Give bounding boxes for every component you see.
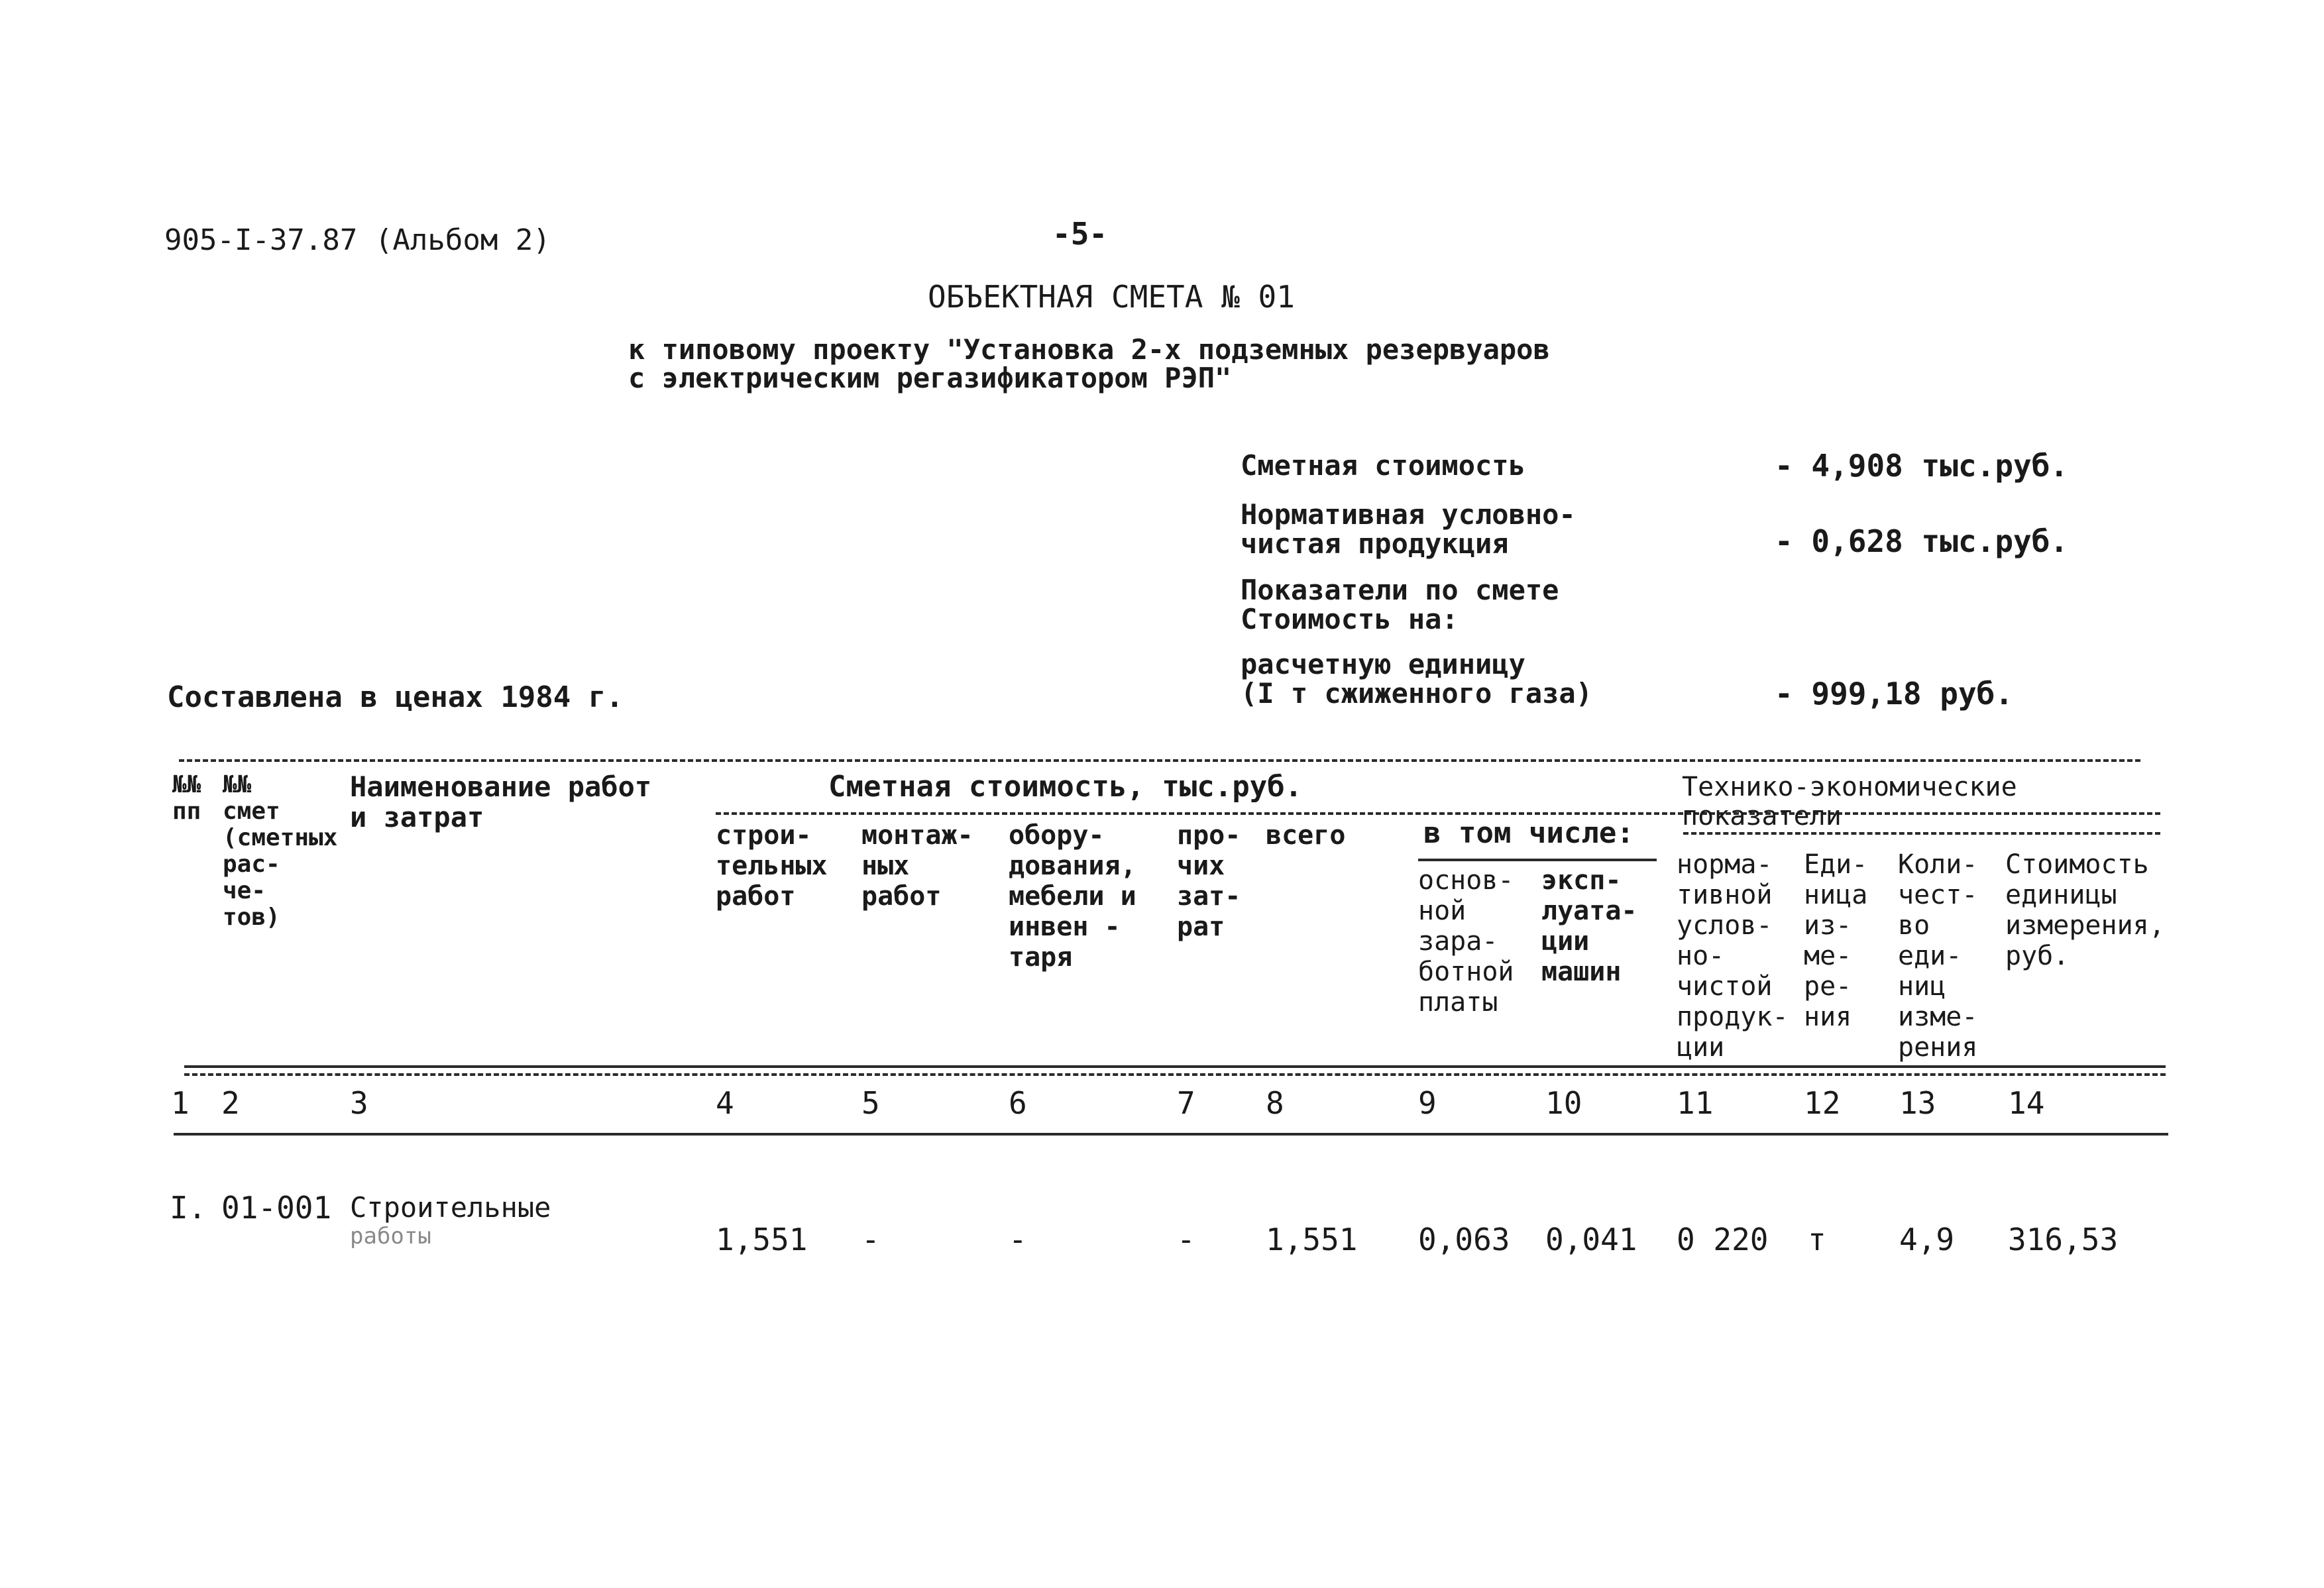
cost-group-rule — [716, 812, 2160, 815]
row-installation-cost: - — [861, 1222, 880, 1257]
net-product-label-2: чистая продукция — [1241, 527, 1509, 560]
col-number-13: 13 — [1899, 1085, 1936, 1121]
row-equipment-cost: - — [1009, 1222, 1027, 1257]
prices-note: Составлена в ценах 1984 г. — [167, 680, 624, 714]
col-number-2: 2 — [221, 1085, 240, 1121]
col-number-9: 9 — [1418, 1085, 1437, 1121]
page-number: -5- — [1052, 216, 1108, 252]
tech-group-heading-2: показатели — [1682, 801, 1842, 831]
col-number-1: 1 — [171, 1085, 190, 1121]
col-header-13: Коли- чест- во еди- ниц изме- рения — [1898, 849, 1978, 1063]
table-top-rule — [179, 759, 2140, 762]
row-number: I. — [170, 1190, 207, 1226]
row-quantity: 4,9 — [1899, 1222, 1955, 1257]
column-numbers-rule — [174, 1133, 2168, 1136]
row-machines: 0,041 — [1545, 1222, 1637, 1257]
col-number-10: 10 — [1545, 1085, 1582, 1121]
incl-group-heading: в том числе: — [1423, 816, 1634, 850]
header-bottom-rule — [184, 1065, 2166, 1068]
col-header-6: обору- дования, мебели и инвен - таря — [1009, 820, 1136, 973]
col-number-12: 12 — [1804, 1085, 1841, 1121]
col-header-3: Наименование работ и затрат — [350, 770, 652, 833]
cost-group-heading: Сметная стоимость, тыс.руб. — [828, 770, 1303, 804]
row-construction-cost: 1,551 — [716, 1222, 808, 1257]
subtitle-line-2: с электрическим регазификатором РЭП" — [628, 362, 1232, 394]
unit-cost-label-1: расчетную единицу — [1241, 648, 1525, 680]
col-number-3: 3 — [350, 1085, 368, 1121]
indicators-label-2: Стоимость на: — [1241, 603, 1459, 635]
row-other-cost: - — [1177, 1222, 1195, 1257]
col-header-4: строи- тельных работ — [716, 820, 828, 912]
col-header-11: норма- тивной услов- но- чистой продук- ции — [1677, 849, 1789, 1063]
header-bottom-rule-2 — [184, 1073, 2166, 1076]
incl-group-rule — [1418, 859, 1657, 861]
col-number-14: 14 — [2008, 1085, 2045, 1121]
document-code: 905-I-37.87 (Альбом 2) — [164, 223, 551, 257]
col-header-7: про- чих зат- рат — [1177, 820, 1241, 942]
row-name-line-1: Строительные — [350, 1191, 551, 1224]
col-number-7: 7 — [1177, 1085, 1195, 1121]
row-unit-cost: 316,53 — [2008, 1222, 2119, 1257]
col-number-8: 8 — [1266, 1085, 1284, 1121]
row-name-line-2: работы — [350, 1223, 431, 1249]
col-header-5: монтаж- ных работ — [861, 820, 973, 912]
col-header-12: Еди- ница из- ме- ре- ния — [1804, 849, 1868, 1032]
unit-cost-label-2: (I т сжиженного газа) — [1241, 677, 1593, 710]
unit-cost-value: - 999,18 руб. — [1775, 676, 2014, 712]
indicators-label-1: Показатели по смете — [1241, 574, 1559, 606]
col-header-1: №№ пп — [172, 771, 201, 825]
col-number-11: 11 — [1677, 1085, 1714, 1121]
col-header-9: основ- ной зара- ботной платы — [1418, 865, 1514, 1018]
net-product-value: - 0,628 тыс.руб. — [1775, 523, 2069, 559]
row-wages: 0,063 — [1418, 1222, 1510, 1257]
estimated-cost-label: Сметная стоимость — [1241, 449, 1525, 482]
row-net-product: 0 220 — [1677, 1222, 1769, 1257]
net-product-label-1: Нормативная условно- — [1241, 498, 1576, 531]
tech-group-heading-1: Технико-экономические — [1682, 772, 2017, 802]
col-number-5: 5 — [861, 1085, 880, 1121]
col-number-6: 6 — [1009, 1085, 1027, 1121]
col-header-10: эксп- луата- ции машин — [1541, 865, 1637, 987]
col-header-2: №№ смет (сметных рас- че- тов) — [223, 771, 338, 931]
row-total-cost: 1,551 — [1266, 1222, 1358, 1257]
tech-group-rule — [1683, 832, 2160, 835]
col-header-14: Стоимость единицы измерения, руб. — [2005, 849, 2165, 971]
row-unit: т — [1808, 1222, 1826, 1257]
col-header-8: всего — [1266, 820, 1346, 851]
page-title: ОБЪЕКТНАЯ СМЕТА № 01 — [928, 279, 1295, 315]
row-estimate-code: 01-001 — [221, 1190, 332, 1226]
estimated-cost-value: - 4,908 тыс.руб. — [1775, 448, 2069, 484]
col-number-4: 4 — [716, 1085, 734, 1121]
subtitle-line-1: к типовому проекту "Установка 2-х подземных резервуаров — [628, 333, 1550, 366]
